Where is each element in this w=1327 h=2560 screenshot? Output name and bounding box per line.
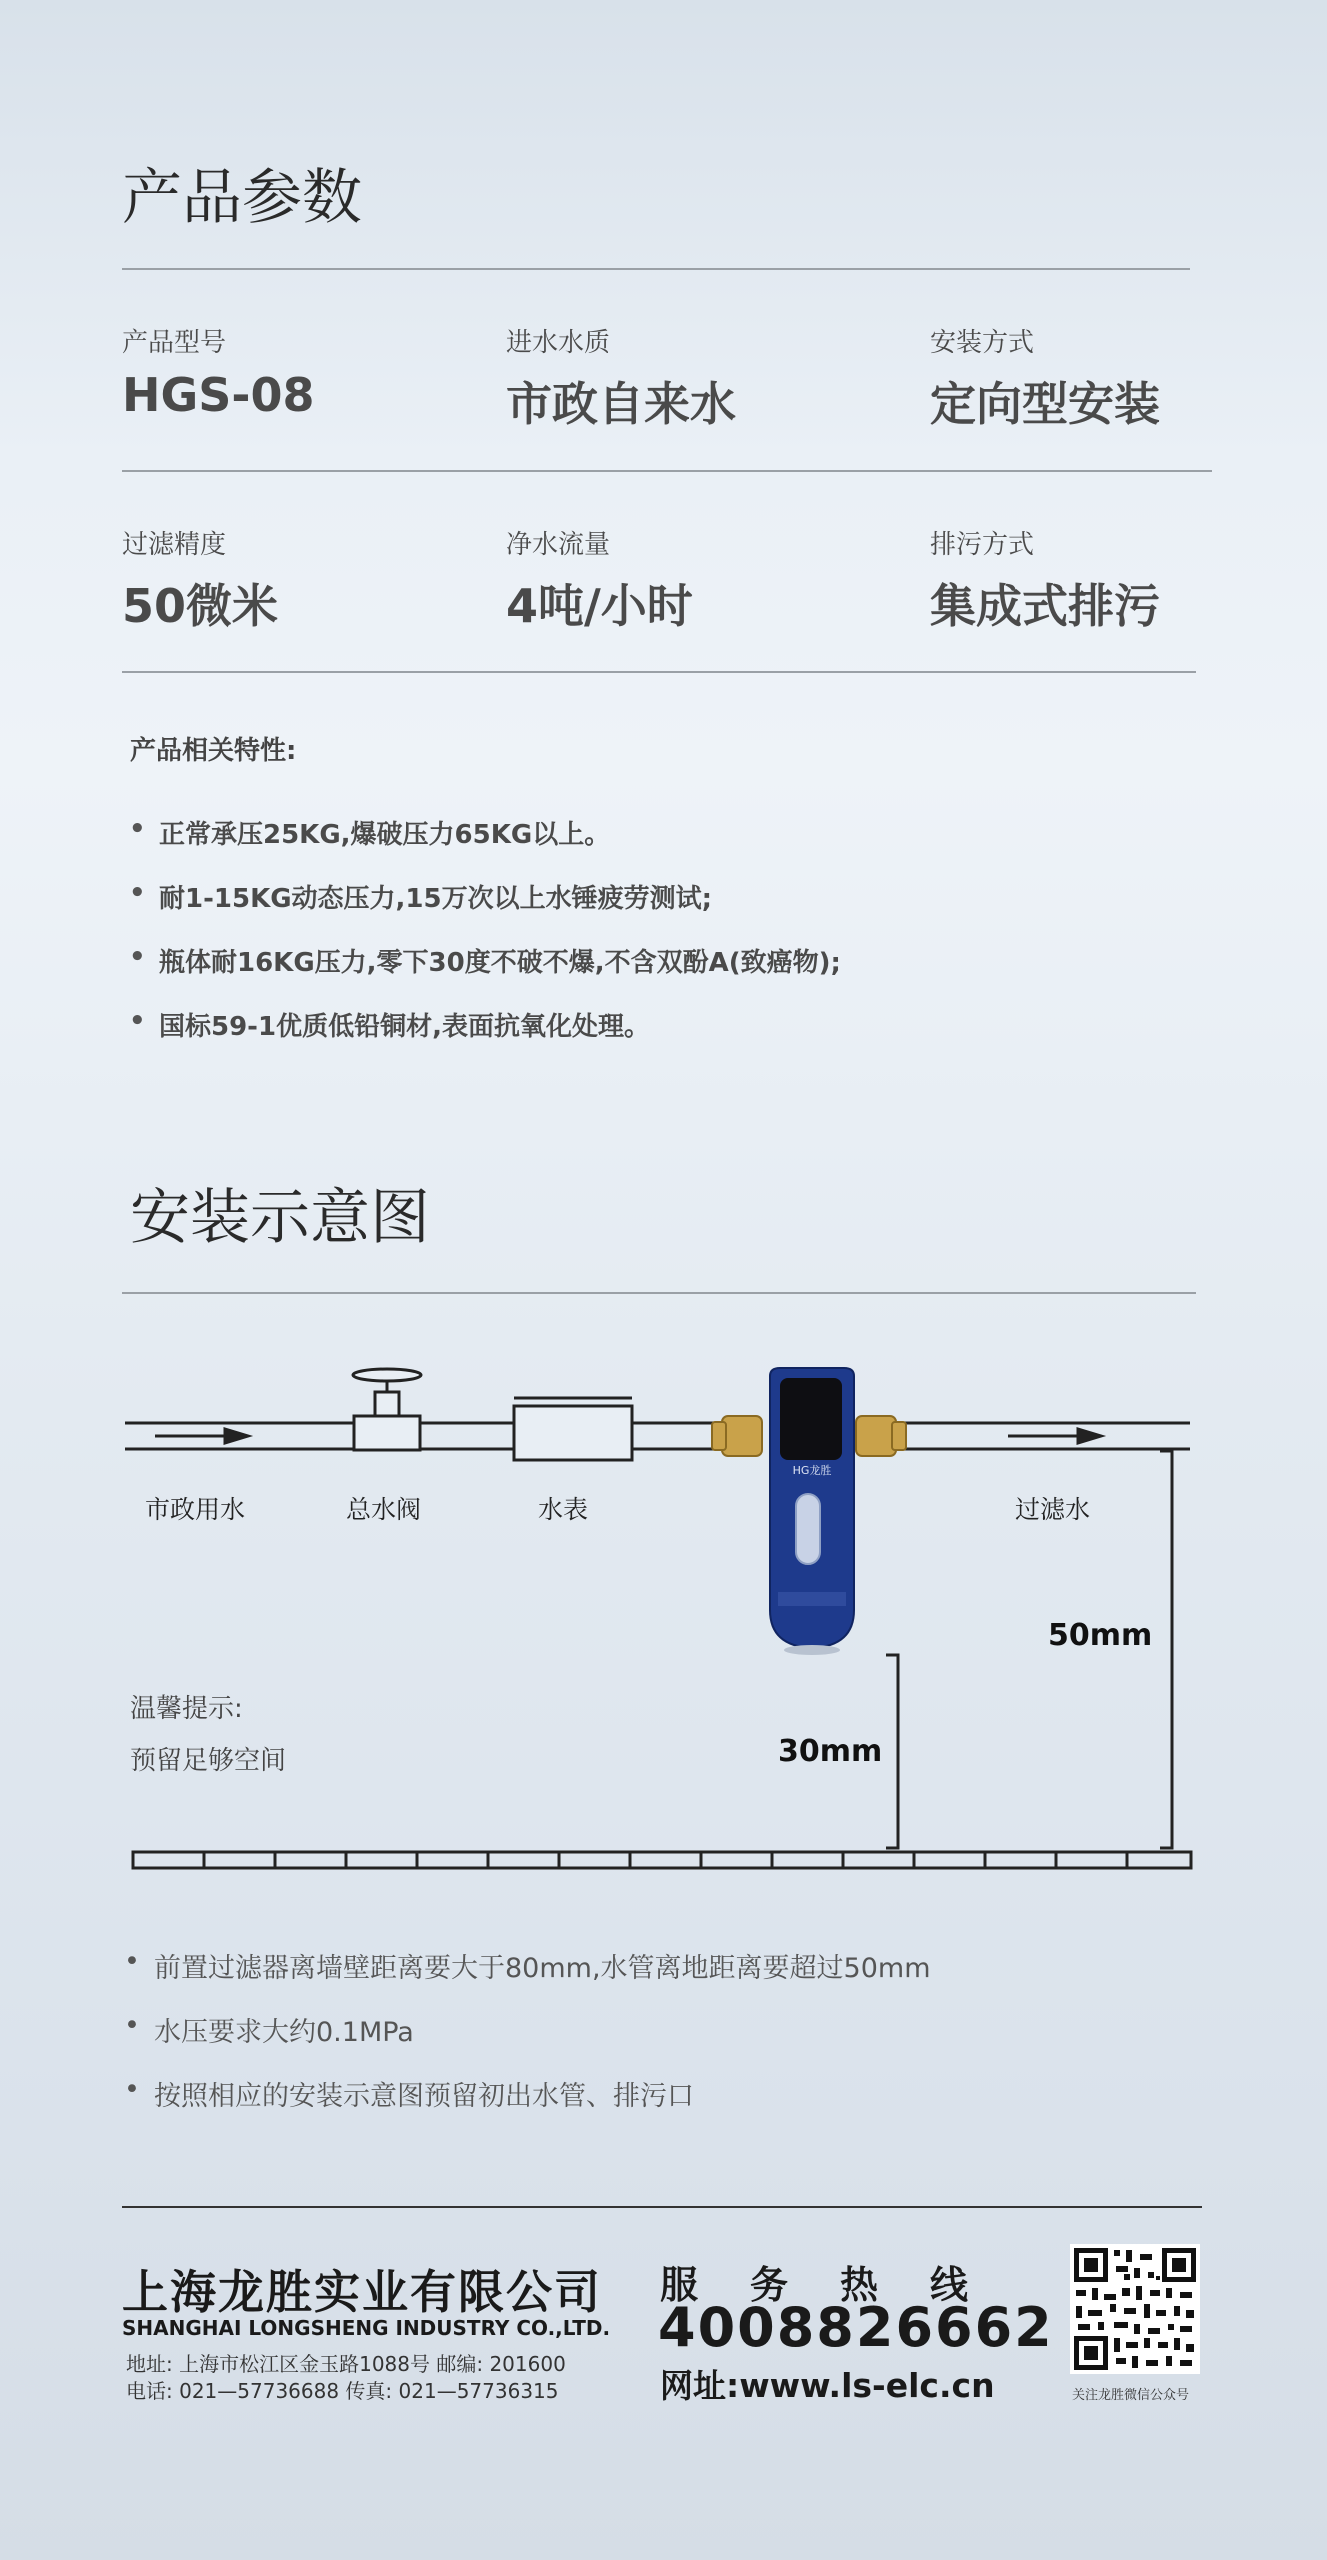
feature-item: • 瓶体耐16KG压力,零下30度不破不爆,不含双酚A(致癌物); (159, 942, 841, 979)
floor (133, 1852, 1191, 1868)
valve-body (354, 1416, 420, 1450)
param-value: 定向型安装 (930, 377, 1160, 431)
hotline-number: 4008826662 (658, 2296, 1054, 2359)
install-title: 安装示意图 (130, 1183, 430, 1253)
valve-stem (375, 1392, 399, 1416)
params-title: 产品参数 (122, 163, 362, 233)
label-filtered-water: 过滤水 (1015, 1495, 1091, 1524)
param-label: 安装方式 (930, 328, 1035, 358)
feature-item: • 耐1-15KG动态压力,15万次以上水锤疲劳测试; (159, 878, 712, 915)
features-title: 产品相关特性: (130, 736, 297, 766)
floor-dimension-line (886, 1655, 898, 1848)
valve-handwheel (353, 1369, 421, 1381)
tip-title: 温馨提示: (130, 1694, 243, 1724)
device-brand: HG龙胜 (792, 1464, 832, 1477)
label-water-meter: 水表 (538, 1495, 589, 1524)
wall-distance-label: 50mm (1048, 1618, 1153, 1653)
requirement-item: • 前置过滤器离墙壁距离要大于80mm,水管离地距离要超过50mm (154, 1946, 931, 1985)
device-window (796, 1494, 820, 1564)
qr-caption: 关注龙胜微信公众号 (1072, 2388, 1190, 2403)
param-value: 50微米 (122, 579, 279, 633)
company-address: 地址: 上海市松江区金玉路1088号 邮编: 201600 (126, 2352, 566, 2376)
qr-code-icon[interactable] (1070, 2244, 1200, 2374)
install-diagram (0, 1340, 1327, 1880)
param-label: 进水水质 (506, 328, 611, 358)
param-label: 过滤精度 (122, 530, 227, 560)
website-link[interactable]: 网址:www.ls-elc.cn (660, 2366, 995, 2405)
device-display (780, 1378, 842, 1460)
floor-distance-label: 30mm (778, 1734, 883, 1769)
divider (122, 470, 1212, 472)
requirement-item: • 按照相应的安装示意图预留初出水管、排污口 (154, 2074, 694, 2113)
param-value: 市政自来水 (506, 377, 736, 431)
tip-text: 预留足够空间 (130, 1746, 287, 1776)
param-label: 排污方式 (930, 530, 1035, 560)
footer-divider (122, 2206, 1202, 2208)
company-phones: 电话: 021—57736688 传真: 021—57736315 (126, 2379, 559, 2403)
param-value: 集成式排污 (930, 579, 1160, 633)
floor-tiles (204, 1852, 1127, 1868)
feature-item: • 正常承压25KG,爆破压力65KG以上。 (159, 814, 610, 851)
hotline-title: 服务热线 (660, 2263, 1021, 2307)
feature-item: • 国标59-1优质低铅铜材,表面抗氧化处理。 (159, 1006, 650, 1043)
company-name-cn: 上海龙胜实业有限公司 (122, 2265, 602, 2319)
divider (122, 268, 1190, 270)
water-meter (514, 1406, 632, 1460)
divider (122, 1292, 1196, 1294)
wall-dimension-line (1160, 1451, 1172, 1848)
divider (122, 671, 1196, 673)
label-main-valve: 总水阀 (346, 1495, 422, 1524)
requirement-item: • 水压要求大约0.1MPa (154, 2010, 414, 2049)
param-value: 4吨/小时 (506, 579, 693, 633)
param-label: 净水流量 (506, 530, 611, 560)
label-municipal-water: 市政用水 (145, 1495, 246, 1524)
param-value: HGS-08 (122, 368, 315, 422)
filter-device (770, 1368, 854, 1655)
company-name-en: SHANGHAI LONGSHENG INDUSTRY CO.,LTD. (122, 2316, 611, 2340)
param-label: 产品型号 (122, 328, 227, 358)
